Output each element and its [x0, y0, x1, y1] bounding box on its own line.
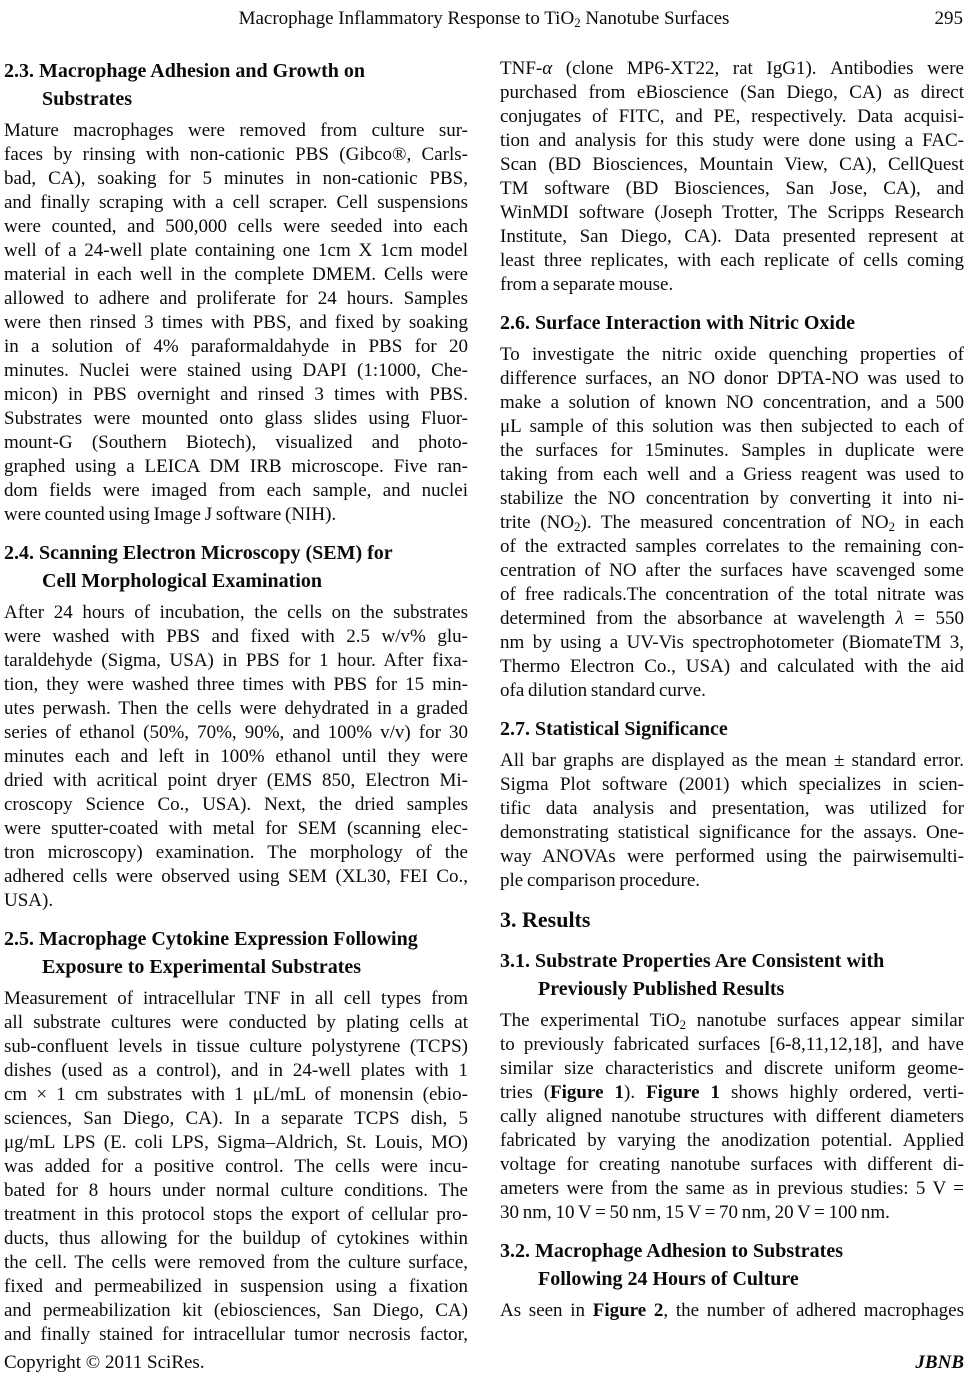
text-line: As seen in Figure 2, the number of adhered macrophages	[500, 1300, 965, 1321]
text-line: nm by using a UV-Vis spectrophotometer (BiomateTM 3,	[500, 632, 964, 653]
text-line: ducts, thus allowing for the buildup of cytokines within	[4, 1228, 468, 1249]
text-line: bated for 8 hours under normal culture conditions. The	[4, 1180, 468, 1201]
paragraph	[500, 749, 964, 893]
text-line: conjugates of FITC, and PE, respectively. Data acquisi-	[500, 106, 964, 127]
text-line: Scan (BD Biosciences, Mountain View, CA), CellQuest	[500, 154, 964, 175]
text-line: from a separate mouse.	[500, 274, 674, 295]
text-line: Measurement of intracellular TNF in all cell types from	[4, 988, 468, 1009]
text-line: and finally stained for intracellular tumor necrosis factor,	[4, 1324, 468, 1345]
paragraph	[4, 601, 468, 913]
text-line: μL sample of this solution was then subjected to each of	[500, 416, 964, 437]
text-line: were counted using Image J software (NIH).	[4, 504, 337, 525]
text-line: To investigate the nitric oxide quenching properties of	[500, 344, 964, 365]
text-line: and permeabilization kit (ebiosciences, San Diego, CA)	[4, 1300, 468, 1321]
text-line: purchased from eBioscience (San Diego, CA) as direct	[500, 82, 964, 103]
text-line: tries (Figure 1). Figure 1 shows highly ordered, verti-	[500, 1082, 964, 1103]
text-line: way ANOVAs were performed using the pairwisemulti-	[500, 846, 964, 867]
section-heading	[500, 905, 964, 935]
text-line: Mature macrophages were removed from culture sur-	[4, 120, 468, 141]
text-line: micon) in PBS overnight and rinsed 3 times with PBS.	[4, 384, 468, 405]
paragraph	[500, 1009, 964, 1225]
text-line: voltage for creating nanotube surfaces with different di-	[500, 1154, 964, 1175]
text-line: croscopy Science Co., USA). Next, the dried samples	[4, 794, 468, 815]
text-line: dried with acritical point dryer (EMS 850, Electron Mi-	[4, 770, 468, 791]
page-footer	[4, 1352, 964, 1374]
text-line: material in each well in the complete DMEM. Cells were	[4, 264, 468, 285]
text-line: tific data analysis and presentation, was utilized for	[500, 798, 964, 819]
text-line: series of ethanol (50%, 70%, 90%, and 100% v/v) for 30	[4, 722, 468, 743]
text-line: fabricated by varying the anodization potential. Applied	[500, 1130, 964, 1151]
running-header	[4, 6, 964, 33]
text-line: 30 nm, 10 V = 50 nm, 15 V = 70 nm, 20 V = 100 nm.	[500, 1202, 890, 1223]
heading-line: Cell Morphological Examination	[42, 570, 322, 592]
text-line: were sputter-coated with metal for SEM (scanning elec-	[4, 818, 468, 839]
section-heading	[500, 715, 964, 743]
text-line: USA).	[4, 890, 54, 911]
text-line: ofa dilution standard curve.	[500, 680, 706, 701]
running-title: Macrophage Inflammatory Response to TiO$_2$ Nanotube Surfaces	[238, 8, 730, 31]
text-line: least three replicates, with each replicate of cells coming	[500, 250, 964, 271]
text-line: WinMDI software (Joseph Trotter, The Scripps Research	[500, 202, 964, 223]
text-line: dishes (used as a control), and in 24-well plates with 1	[4, 1060, 468, 1081]
text-line: sciences, San Diego, CA). In a separate TCPS dish, 5	[4, 1108, 468, 1129]
text-line: μg/mL LPS (E. coli LPS, Sigma–Aldrich, St. Louis, MO)	[4, 1132, 468, 1153]
paragraph	[500, 57, 964, 297]
text-line: minutes each and left in 100% ethanol until they were	[4, 746, 468, 767]
heading-line: Following 24 Hours of Culture	[538, 1268, 799, 1290]
text-line: faces by rinsing with non-cationic PBS (Gibco®, Carls-	[4, 144, 468, 165]
text-line: tion and analysis for this study were done using a FAC-	[500, 130, 964, 151]
text-line: utes perwash. Then the cells were dehydrated in a graded	[4, 698, 468, 719]
text-line: The experimental TiO$_2$ nanotube surfaces appear similar	[500, 1010, 964, 1033]
heading-line: 2.4. Scanning Electron Microscopy (SEM) for	[4, 542, 393, 564]
text-line: trite $(NO_2)$. The measured concentration of $NO_2$ in each	[500, 512, 964, 535]
text-line: of free radicals.The concentration of the total nitrate was	[500, 584, 964, 605]
two-column-body	[4, 57, 964, 1347]
section-heading	[500, 1237, 964, 1293]
paragraph	[500, 343, 964, 703]
text-line: dom fields were imaged from each sample, and nuclei	[4, 480, 468, 501]
paragraph	[500, 1299, 964, 1323]
text-line: allowed to adhere and proliferate for 24 hours. Samples	[4, 288, 468, 309]
right-column	[500, 57, 964, 1347]
text-line: of the extracted samples correlates to the remaining con-	[500, 536, 964, 557]
text-line: Institute, San Diego, CA). Data presented represent at	[500, 226, 964, 247]
text-line: tron microscopy) examination. The morphology of the	[4, 842, 468, 863]
text-line: were washed with PBS and fixed with 2.5 w/v% glu-	[4, 626, 468, 647]
text-line: well of a 24-well plate containing one 1cm X 1cm model	[4, 240, 468, 261]
text-line: taking from each well and a Griess reagent was used to	[500, 464, 964, 485]
heading-line: 3. Results	[500, 907, 591, 932]
text-line: the surfaces for 15minutes. Samples in duplicate were	[500, 440, 964, 461]
heading-line: 2.7. Statistical Significance	[500, 718, 728, 740]
text-line: taraldehyde (Sigma, USA) in PBS for 1 hour. After fixa-	[4, 650, 468, 671]
page-number: 295	[934, 8, 963, 29]
text-line: determined from the absorbance at wavelength λ = 550	[500, 608, 964, 629]
text-line: ple comparison procedure.	[500, 870, 701, 891]
text-line: centration of NO after the surfaces have scavenged some	[500, 560, 964, 581]
journal-abbreviation: JBNB	[915, 1352, 964, 1373]
text-line: ameters were from the same as in previous studies: 5 V =	[500, 1178, 964, 1199]
heading-line: 3.1. Substrate Properties Are Consistent with	[500, 950, 885, 972]
text-line: Substrates were mounted onto glass slides using Fluor-	[4, 408, 468, 429]
heading-line: 2.3. Macrophage Adhesion and Growth on	[4, 60, 365, 82]
heading-line: Exposure to Experimental Substrates	[42, 956, 362, 978]
text-line: demonstrating statistical significance for the assays. One-	[500, 822, 964, 843]
text-line: to previously fabricated surfaces [6-8,11,12,18], and have	[500, 1034, 964, 1055]
text-line: All bar graphs are displayed as the mean ± standard error.	[500, 750, 964, 771]
left-column	[4, 57, 468, 1347]
text-line: TNF-α (clone MP6-XT22, rat IgG1). Antibodies were	[500, 58, 964, 79]
text-line: difference surfaces, an NO donor DPTA-NO was used to	[500, 368, 964, 389]
text-line: adhered cells were observed using SEM (XL30, FEI Co.,	[4, 866, 468, 887]
text-line: bad, CA), soaking for 5 minutes in non-cationic PBS,	[4, 168, 468, 189]
text-line: in a solution of 4% paraformaldahyde in PBS for 20	[4, 336, 468, 357]
paragraph	[4, 119, 468, 527]
text-line: graphed using a LEICA DM IRB microscope. Five ran-	[4, 456, 468, 477]
text-line: all substrate cultures were conducted by plating cells at	[4, 1012, 468, 1033]
text-line: Sigma Plot software (2001) which specializes in scien-	[500, 774, 964, 795]
text-line: stabilize the NO concentration by converting it into ni-	[500, 488, 964, 509]
text-line: were counted, and 500,000 cells were seeded into each	[4, 216, 468, 237]
heading-line: 2.5. Macrophage Cytokine Expression Following	[4, 928, 418, 950]
text-line: TM software (BD Biosciences, San Jose, CA), and	[500, 178, 964, 199]
section-heading	[4, 539, 468, 595]
section-heading	[500, 947, 964, 1003]
text-line: were then rinsed 3 times with PBS, and fixed by soaking	[4, 312, 468, 333]
heading-line: Substrates	[42, 88, 133, 110]
heading-line: 3.2. Macrophage Adhesion to Substrates	[500, 1240, 843, 1262]
text-line: cally aligned nanotube structures with different diameters	[500, 1106, 964, 1127]
section-heading	[500, 309, 964, 337]
text-line: fixed and permeabilized in suspension using a fixation	[4, 1276, 468, 1297]
heading-line: Previously Published Results	[538, 978, 785, 1000]
text-line: mount-G (Southern Biotech), visualized and photo-	[4, 432, 468, 453]
heading-line: 2.6. Surface Interaction with Nitric Oxide	[500, 312, 855, 334]
paragraph	[4, 987, 468, 1347]
copyright-notice: Copyright © 2011 SciRes.	[4, 1352, 205, 1373]
text-line: similar size characteristics and discrete uniform geome-	[500, 1058, 964, 1079]
text-line: tion, they were washed three times with PBS for 15 min-	[4, 674, 468, 695]
text-line: treatment in this protocol stops the export of cellular pro-	[4, 1204, 468, 1225]
text-line: the cell. The cells were removed from the culture surface,	[4, 1252, 468, 1273]
text-line: minutes. Nuclei were stained using DAPI (1:1000, Che-	[4, 360, 468, 381]
text-line: After 24 hours of incubation, the cells on the substrates	[4, 602, 468, 623]
text-line: and finally scraping with a cell scraper. Cell suspensions	[4, 192, 468, 213]
text-line: sub-confluent levels in tissue culture polystyrene (TCPS)	[4, 1036, 468, 1057]
text-line: Thermo Electron Co., USA) and calculated with the aid	[500, 656, 964, 677]
text-line: make a solution of known NO concentration, and a 500	[500, 392, 964, 413]
text-line: cm × 1 cm substrates with 1 μL/mL of monensin (ebio-	[4, 1084, 468, 1105]
section-heading	[4, 925, 468, 981]
text-line: was added for a positive control. The cells were incu-	[4, 1156, 468, 1177]
section-heading	[4, 57, 468, 113]
